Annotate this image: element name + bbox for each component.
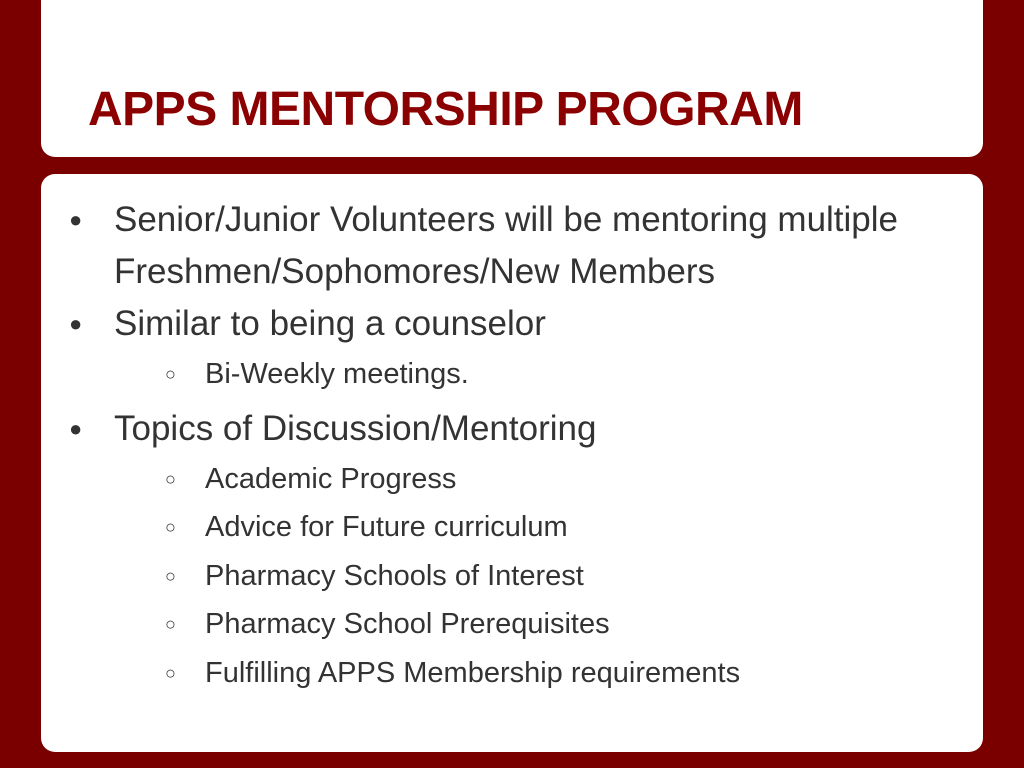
- sub-bullet-text: Bi-Weekly meetings.: [205, 358, 469, 390]
- sub-bullet-item: [154, 350, 983, 399]
- bullet-icon: ●: [69, 207, 83, 232]
- bullet-item: [41, 194, 983, 298]
- sub-bullet-list: [41, 350, 983, 399]
- sub-bullet-icon: ○: [165, 614, 176, 634]
- sub-bullet-text: Fulfilling APPS Membership requirements: [205, 656, 741, 689]
- bullet-icon: ●: [69, 311, 83, 336]
- sub-bullet-icon: ○: [165, 662, 176, 683]
- sub-bullet-text: Pharmacy Schools of Interest: [205, 559, 584, 592]
- content-panel: [41, 174, 983, 752]
- sub-bullet-icon: ○: [165, 468, 176, 489]
- sub-bullet-icon: ○: [165, 565, 176, 586]
- sub-bullet-group: [41, 455, 983, 698]
- sub-bullet-text: Advice for Future curriculum: [205, 511, 568, 543]
- sub-bullet-item: [154, 552, 983, 601]
- slide-title: APPS MENTORSHIP PROGRAM: [88, 83, 803, 136]
- bullet-text: Senior/Junior Volunteers will be mentoring multiple Freshmen/Sophomores/New Members: [114, 200, 899, 291]
- sub-bullet-text: Academic Progress: [205, 462, 457, 495]
- sub-bullet-icon: ○: [165, 364, 176, 384]
- sub-bullet-text: Pharmacy School Prerequisites: [205, 608, 610, 640]
- sub-bullet-item: [154, 455, 983, 504]
- bullet-item: [41, 403, 983, 455]
- sub-bullet-icon: ○: [165, 517, 176, 537]
- bullet-text: Topics of Discussion/Mentoring: [114, 408, 597, 448]
- bullet-icon: ●: [69, 415, 83, 441]
- sub-bullet-item: [154, 503, 983, 552]
- sub-bullet-item: [154, 600, 983, 649]
- sub-bullet-list: [41, 455, 983, 698]
- title-panel: [41, 0, 983, 157]
- bullet-list: [41, 194, 983, 701]
- bullet-item: [41, 298, 983, 350]
- bullet-text: Similar to being a counselor: [114, 304, 546, 343]
- sub-bullet-group: [41, 350, 983, 399]
- sub-bullet-item: [154, 649, 983, 698]
